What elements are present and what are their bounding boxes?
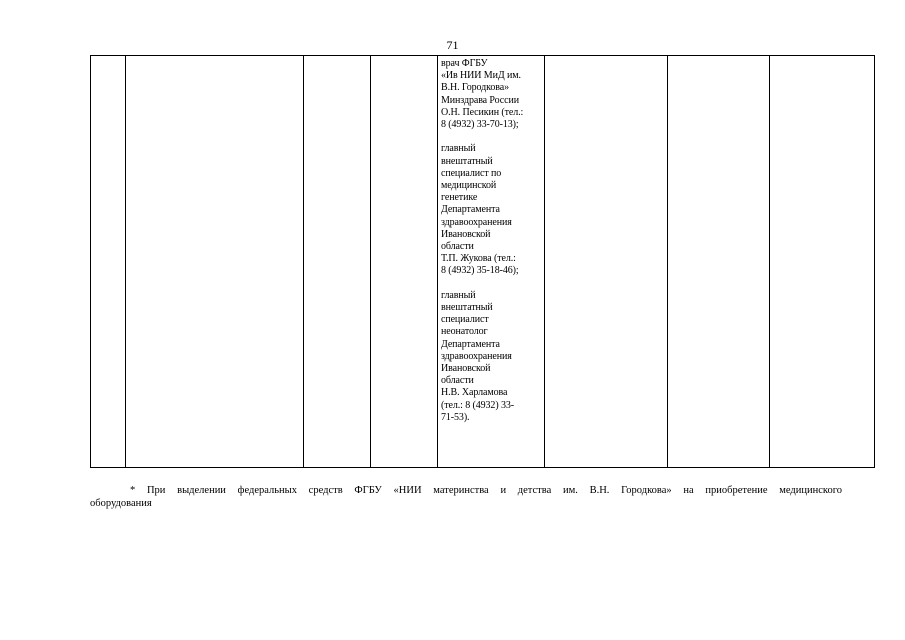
- table-cell-col3: [304, 56, 371, 468]
- cell-text-line: Минздрава России: [441, 94, 519, 106]
- cell-text-line: здравоохранения: [441, 216, 512, 228]
- cell-text-line: области: [441, 375, 474, 387]
- table-cell-col4: [371, 56, 438, 468]
- table-cell-responsible: [438, 56, 545, 468]
- cell-text-line: 8 (4932) 35-18-46);: [441, 265, 519, 277]
- cell-text-line: врач ФГБУ: [441, 58, 488, 69]
- cell-text-line: специалист по: [441, 167, 502, 179]
- table-cell-number: [91, 56, 126, 468]
- cell-text-line: «Ив НИИ МиД им.: [441, 70, 521, 82]
- cell-text-line: Н.В. Харламова: [441, 387, 508, 399]
- cell-text-line: 71-53).: [441, 411, 470, 423]
- cell-text-line: внештатный: [441, 155, 493, 167]
- table-row: [91, 56, 875, 468]
- cell-text-line: Ивановской: [441, 363, 491, 375]
- cell-text-line: главный: [441, 143, 476, 155]
- cell-text-line: Департамента: [441, 338, 500, 350]
- page-number: 71: [446, 38, 459, 52]
- cell-text-line: медицинской: [441, 180, 497, 192]
- cell-text-line: О.Н. Песикин (тел.:: [441, 106, 524, 118]
- table-cell-measure: [126, 56, 304, 468]
- cell-text-line: [441, 278, 542, 290]
- table-cell-col8: [770, 56, 875, 468]
- responsible-persons-text: [441, 58, 542, 424]
- cell-text-line: специалист: [441, 314, 489, 326]
- footnote: [90, 484, 842, 510]
- cell-text-line: главный: [441, 289, 476, 301]
- cell-text-line: Т.П. Жукова (тел.:: [441, 253, 516, 265]
- cell-text-line: Департамента: [441, 204, 500, 216]
- cell-text-line: Ивановской: [441, 228, 491, 240]
- table-cell-col6: [545, 56, 668, 468]
- cell-text-line: (тел.: 8 (4932) 33-: [441, 399, 514, 411]
- cell-text-line: здравоохранения: [441, 350, 512, 362]
- cell-text-line: генетике: [441, 192, 478, 204]
- cell-text-line: области: [441, 241, 474, 253]
- cell-text-line: неонатолог: [441, 326, 488, 338]
- document-table: [90, 55, 875, 468]
- table-cell-col7: [668, 56, 770, 468]
- cell-text-line: [441, 131, 542, 143]
- cell-text-line: 8 (4932) 33-70-13);: [441, 119, 519, 131]
- footnote-line: * При выделении федеральных средств ФГБУ «НИИ материнства и детства им. В.Н. Городкова» на приобретение медицинского: [130, 485, 842, 496]
- cell-text-line: В.Н. Городкова»: [441, 82, 509, 94]
- footnote-line: оборудования: [90, 498, 152, 509]
- cell-text-line: внештатный: [441, 302, 493, 314]
